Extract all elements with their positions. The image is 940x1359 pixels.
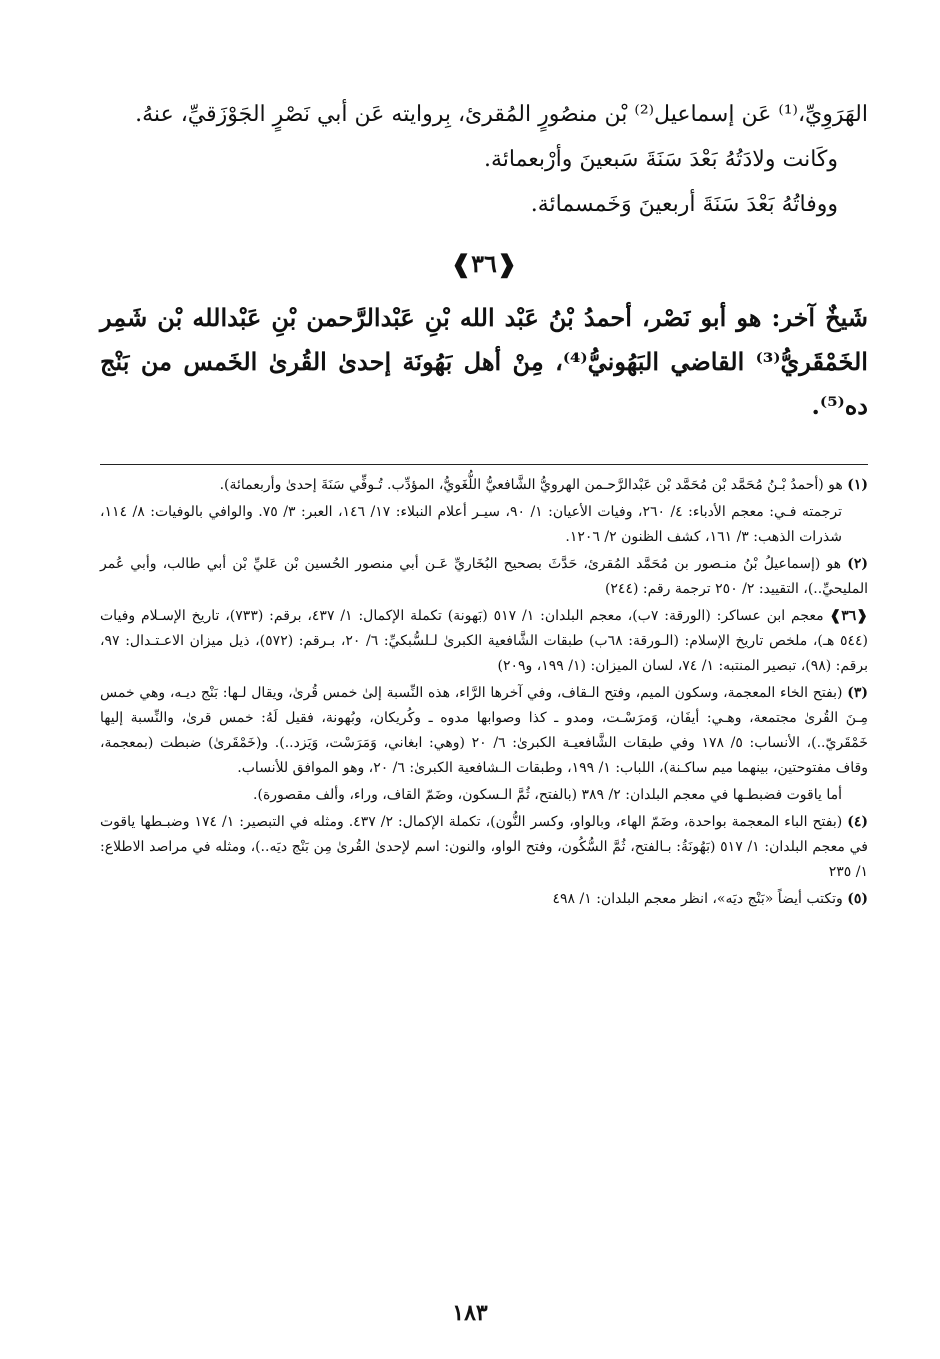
footnote-separator [100,464,868,465]
footnote-number: (٢) [847,556,868,572]
footnote-text: معجم ابن عساكر: (الورقة: ٧ب)، معجم البلدان: ١/ ٥١٧ (بَهونة) تكملة الإكمال: ١/ ٤٣٧، برقم: (٧٣٣)، تاريخ الإسـلام وفيات (٥٤٤ هـ)، ملخص تاريخ الإسلام: (الـورقة: ٦٨ب) طبقات الشَّافعية الكبرىٰ لـلسُّبكيِّ: ٦/ ٢٠، بـرقم: (٥٧٢)، ذيل ميزان الاعـتـدال: ٩٧، برقم: (٩٨)، تبصير المنتبه: ١/ ٧٤، لسان الميزان: (١/ ١٩٩، و٢٠٩) [100,608,868,674]
footnote-3-extra: أما ياقوت فضبطـها في معجم البلدان: ٢/ ٣٨٩ (بالفتح، ثُمَّ الـسكون، وضَمّ القاف، وراء، وألف مقصورة). [253,787,842,803]
footnote-text: (بفتح الباء المعجمة بواحدة، وضَمّ الهاء، وبالواو، وكسر النُّون)، تكملة الإكمال: ٢/ ٤٣٧. ومثله في التبصير: ١/ ١٧٤ وضبـطها ياقوت في معجم البلدان: ١/ ٥١٧ (بَهُونَةُ: بـالفتح، ثُمَّ السُّكُون، وفتح الواو، والنون: اسم لإحدىٰ القُرىٰ مِن بَنْج ديَه..)، ومثله في مراصد الاطلاع: ١/ ٢٣٥ [100,814,868,880]
entry-number: ❰٣٦❱ [451,249,517,278]
footnotes [100,473,868,912]
main-line-1: الهَرَوِيِّ،⁽¹⁾ عَن إسماعيل⁽²⁾ بْن منصُورٍ المُقرئ، بِروايته عَن أبي نَصْرٍ الجَوْزَقيِّ، عنهُ. [135,102,868,127]
footnote-1 [100,473,868,498]
footnote-number: (١) [847,477,868,493]
footnote-text: هو (إسماعيلُ بْنُ منـصور بن مُحَمَّد المُقرئ، حَدَّثَ بصحيح البُخَاريِّ عَـن أبي منصور الحُسين بْن عَليِّ بْن أبي طالب، وأبي عُمر المليحيِّ..)، التقييد: ٢/ ٢٥٠ ترجمة رقم: (٢٤٤) [100,556,868,597]
footnote-text: هو (أحمدُ بْـنُ مُحَمَّد بْن مُحَمَّد بْن عَبْدالرَّحـمن الهرويُّ الشَّافعيُّ اللُّغَويُّ، المؤدِّب. تُـوفِّي سَنَةَ إحدىٰ وأربعمائة). [219,477,843,493]
footnote-number: (٣) [847,685,869,701]
page [100,92,868,914]
footnote-1-extra: ترجمته فـي: معجم الأدباء: ٤/ ٢٦٠، وفيات الأعيان: ١/ ٩٠، سيـر أعلام النبلاء: ١٧/ ١٤٦، العبر: ٣/ ٧٥. والوافي بالوفيات: ٨/ ١١٤، شذرات الذهب: ٣/ ١٦١، كشف الظنون ٢/ ١٢٠٦. [100,504,842,545]
main-line-2: وكَانت ولادَتُهُ بَعْدَ سَنَةَ سَبعينَ وأرْبعمائة. [483,147,838,172]
main-text [100,92,868,227]
footnote-number: (٥) [847,891,868,907]
footnote-2 [100,552,868,602]
entry-heading: شَيخٌ آخر: هو أبو نَصْر، أحمدُ بْنُ عَبْد الله بْنِ عَبْدالرَّحمن بْنِ عَبْدالله بْن شَمِر الخَمْقَريُّ⁽³⁾ القاضي البَهُونيُّ⁽⁴⁾، مِنْ أهل بَهُونَة إحدىٰ القُرىٰ الخَمس من بَنْج ده⁽⁵⁾. [100,303,868,420]
page-number: ١٨٣ [452,1300,488,1326]
footnote-3 [100,681,868,781]
footnote-number: ❰٣٦❱ [829,608,869,624]
footnote-text: وتكتب أيضاً «بَنْج ديَه»، انظر معجم البلدان: ١/ ٤٩٨ [552,891,843,907]
footnote-4 [100,810,868,885]
footnote-text: (بفتح الخاء المعجمة، وسكون الميم، وفتح الـقاف، وفي آخرها الرَّاء، هذه النِّسبة إلىٰ خمس قُرىٰ، ويقال لـها: بَنْج ديـه، وهي خمس مِـنَ القُرىٰ مجتمعة، وهـي: أيفَان، وَمرَسْـت، ومدو ـ كذا وصوابها مدوه ـ وكُريكان، وبُهونة، فقيل لَهُ: خمس قرىٰ، والنِّسبة إليها خَمْقَريّ..)، الأنساب: ٥/ ١٧٨ وفي طبقات الشَّافعيـة الكبرىٰ: ٦/ ٢٠ (وهي: ابغاني، وَمَرَسْت، وَيَزد..). و(خَمْقَرىٰ) ضبطت (بمعجمة، وقاف مفتوحتين، بينهما ميم ساكـنة)، اللباب: ١/ ١٩٩، وطبقات الـشافعية الكبرىٰ: ٦/ ٢٠، وهو الموافق للأنساب. [100,685,869,776]
footnote-number: (٤) [847,814,869,830]
footnote-5 [100,887,868,912]
footnote-entry-36 [100,604,868,679]
main-line-3: ووفاتُهُ بَعْدَ سَنَةَ أربعينَ وَخَمسمائة. [530,192,838,217]
